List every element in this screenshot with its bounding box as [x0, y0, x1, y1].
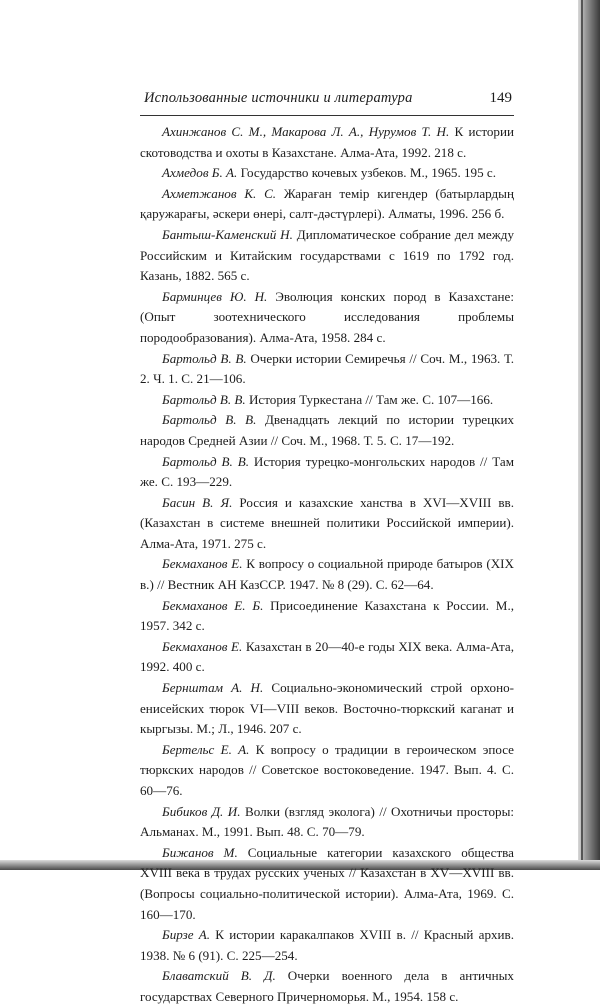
reference-author: Бекмаханов Е.: [162, 556, 243, 572]
reference-entry: [140, 802, 514, 843]
reference-text: Двенадцать лекций по истории турецких народов Средней Азии // Соч. М., 1968. Т. 5. С. 17—192.: [140, 412, 514, 448]
reference-author: Бартольд В. В.: [162, 412, 257, 428]
reference-author: Басин В. Я.: [162, 494, 233, 510]
reference-entry: [140, 637, 514, 678]
reference-text: К истории каракалпаков XVIII в. // Красный архив. 1938. № 6 (91). С. 225—254.: [140, 927, 514, 963]
reference-entry: [140, 554, 514, 595]
reference-list: [140, 122, 514, 1008]
reference-author: Бирзе А.: [162, 927, 211, 943]
reference-entry: [140, 184, 514, 225]
reference-text: Очерки истории Семиречья // Соч. М., 1963. Т. 2. Ч. 1. С. 21—106.: [140, 350, 515, 387]
running-head-title: Использованные источники и литература: [144, 90, 413, 106]
reference-author: Бекмаханов Е.: [162, 638, 243, 654]
reference-entry: [140, 225, 514, 287]
reference-author: Ахметжанов К. С.: [162, 185, 277, 201]
reference-text: Социальные категории казахского общества XVIII века в трудах русских ученых // Казахстан в XV—XVIII вв. (Вопросы социально-политической истории). Алма-Ата, 1969. С. 160—170.: [140, 844, 514, 922]
reference-author: Бантыш-Каменский Н.: [162, 226, 293, 242]
reference-entry: [140, 596, 514, 637]
reference-entry: [140, 287, 514, 349]
reference-entry: [140, 925, 514, 966]
reference-text: Дипломатическое собрание дел между Российским и Китайским государствами с 1619 по 1792 год. Казань, 1882. 565 с.: [140, 226, 514, 284]
reference-text: Казахстан в 20—40-е годы XIX века. Алма-Ата, 1992. 400 с.: [140, 638, 514, 675]
reference-text: Россия и казахские ханства в XVI—XVIII вв. (Казахстан в системе внешней политики Российской империи). Алма-Ата, 1971. 275 с.: [140, 494, 514, 551]
reference-author: Барминцев Ю. Н.: [162, 288, 268, 304]
reference-author: Бибиков Д. И.: [162, 803, 241, 819]
reference-author: Ахинжанов С. М., Макарова Л. А., Нурумов Т. Н.: [162, 124, 450, 139]
reference-entry: [140, 843, 514, 925]
reference-text: Волки (взгляд эколога) // Охотничьи просторы: Альманах. М., 1991. Вып. 48. С. 70—79.: [140, 803, 515, 840]
reference-author: Блаватский В. Д.: [162, 968, 276, 984]
reference-text: Жараған темір кигендер (батырлардың қаружарағы, әскери өнері, салт-дәстүрлері). Алматы, 1996. 256 б.: [140, 185, 514, 222]
reference-entry: [140, 966, 514, 1007]
reference-text: К вопросу о социальной природе батыров (XIX в.) // Вестник АН КазССР. 1947. № 8 (29). С. 62—64.: [140, 556, 514, 593]
reference-text: К истории скотоводства и охоты в Казахстане. Алма-Ата, 1992. 218 с.: [140, 124, 514, 160]
reference-text: Социально-экономический строй орхоно-енисейских тюрок VI—VIII веков. Восточно-тюркский каганат и кыргызы. М.; Л., 1946. 207 с.: [140, 680, 515, 737]
reference-author: Бижанов М.: [162, 844, 238, 860]
reference-author: Бартольд В. В.: [162, 453, 249, 469]
reference-entry: [140, 390, 514, 411]
reference-text: Присоединение Казахстана к России. М., 1957. 342 с.: [140, 597, 514, 634]
page-number: 149: [489, 90, 512, 106]
reference-entry: [140, 678, 514, 740]
reference-text: Государство кочевых узбеков. М., 1965. 195 с.: [237, 165, 497, 181]
reference-author: Бернштам А. Н.: [162, 680, 264, 696]
reference-text: История Туркестана // Там же. С. 107—166.: [245, 391, 494, 407]
running-head: [140, 90, 514, 116]
reference-text: Эволюция конских пород в Казахстане: (Опыт зоотехнического исследования проблемы породообразования). Алма-Ата, 1958. 284 с.: [140, 288, 514, 345]
reference-entry: [140, 452, 514, 493]
reference-entry: [140, 122, 514, 163]
scan-edge-shadow: [578, 0, 600, 870]
reference-entry: [140, 740, 514, 802]
reference-entry: [140, 410, 514, 451]
reference-author: Ахмедов Б. А.: [162, 165, 238, 181]
reference-author: Бекмаханов Е. Б.: [162, 597, 264, 613]
reference-author: Бартольд В. В.: [162, 391, 246, 407]
reference-entry: [140, 349, 514, 390]
reference-entry: [140, 163, 514, 184]
reference-entry: [140, 493, 514, 555]
reference-author: Бертельс Е. А.: [162, 741, 250, 757]
reference-text: Очерки военного дела в античных государствах Северного Причерноморья. М., 1954. 158 с.: [140, 968, 514, 1004]
reference-text: История турецко-монгольских народов // Там же. С. 193—229.: [140, 453, 515, 490]
reference-author: Бартольд В. В.: [162, 350, 247, 366]
reference-text: К вопросу о традиции в героическом эпосе тюркских народов // Советское востоковедение. 1947. Вып. 4. С. 60—76.: [140, 741, 514, 798]
